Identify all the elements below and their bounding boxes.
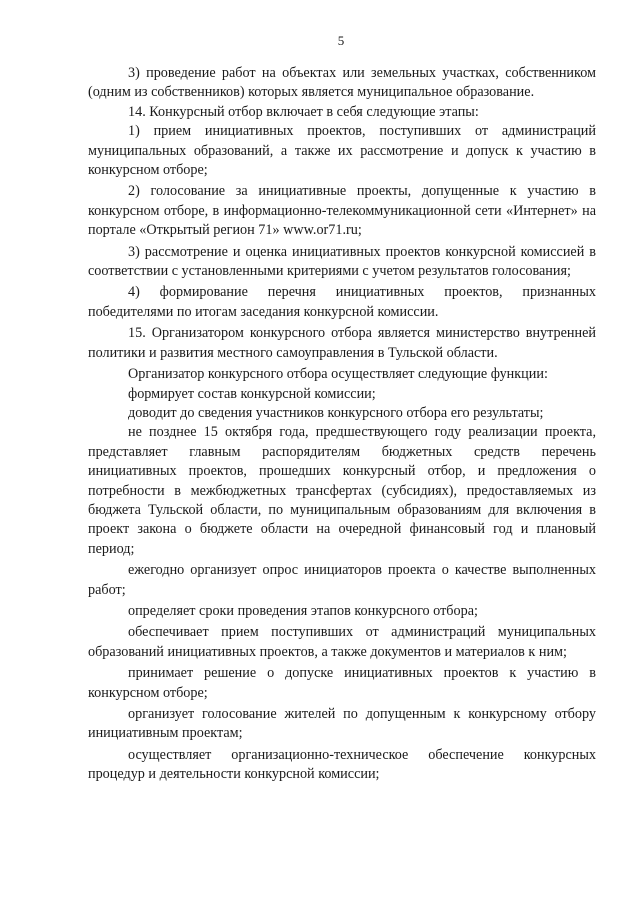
paragraph-function-voting: организует голосование жителей по допущенным к конкурсному отбору инициативным проектам; [88, 706, 596, 742]
paragraph-function-survey: ежегодно организует опрос инициаторов проекта о качестве выполненных работ; [88, 562, 596, 598]
paragraph-stage-2: 2) голосование за инициативные проекты, допущенные к участию в конкурсном отборе, в информационно-телекоммуникационной сети «Интернет» на портале «Открытый регион 71» www.or71.ru; [88, 183, 596, 239]
paragraph-stage-1: 1) прием инициативных проектов, поступивших от администраций муниципальных образований, а также их рассмотрение и допуск к участию в конкурсном отборе; [88, 123, 596, 179]
paragraph-14-stages: 14. Конкурсный отбор включает в себя следующие этапы: [128, 103, 479, 120]
paragraph-stage-3: 3) рассмотрение и оценка инициативных проектов конкурсной комиссией в соответствии с установленными критериями с учетом результатов голосования; [88, 243, 596, 280]
document-body [88, 64, 596, 785]
paragraph-function-admission: принимает решение о допуске инициативных проектов к участию в конкурсном отборе; [88, 665, 596, 701]
paragraph-function-deadline: не позднее 15 октября года, предшествующего году реализации проекта, представляет главным распорядителям бюджетных средств перечень инициативных проектов, прошедших конкурсный отбор, и предложения о потребности в межбюджетных трансфертах (субсидиях), предоставляемых из бюджета Тульской области, по муниципальным образованиям для включения в проект закона о бюджете области на очередной финансовый год и плановый период; [88, 424, 596, 557]
paragraph-15-organizer: 15. Организатором конкурсного отбора является министерство внутренней политики и развития местного самоуправления в Тульской области. [88, 325, 596, 361]
paragraph-organizer-functions: Организатор конкурсного отбора осуществляет следующие функции: [128, 366, 548, 383]
paragraph-stage-4: 4) формирование перечня инициативных проектов, признанных победителями по итогам заседания конкурсной комиссии. [88, 284, 596, 320]
paragraph-function-reception: обеспечивает прием поступивших от администраций муниципальных образований инициативных проектов, а также документов и материалов к ним; [88, 624, 596, 660]
paragraph-function-results: доводит до сведения участников конкурсного отбора его результаты; [128, 404, 544, 421]
paragraph-function-schedule: определяет сроки проведения этапов конкурсного отбора; [128, 602, 478, 619]
page-number: 5 [337, 33, 345, 48]
paragraph-function-commission: формирует состав конкурсной комиссии; [128, 385, 376, 402]
paragraph-item-3-works: 3) проведение работ на объектах или земельных участках, собственником (одним из собственников) которых является муниципальное образование. [88, 65, 596, 101]
paragraph-function-support: осуществляет организационно-техническое обеспечение конкурсных процедур и деятельности конкурсной комиссии; [88, 746, 596, 783]
